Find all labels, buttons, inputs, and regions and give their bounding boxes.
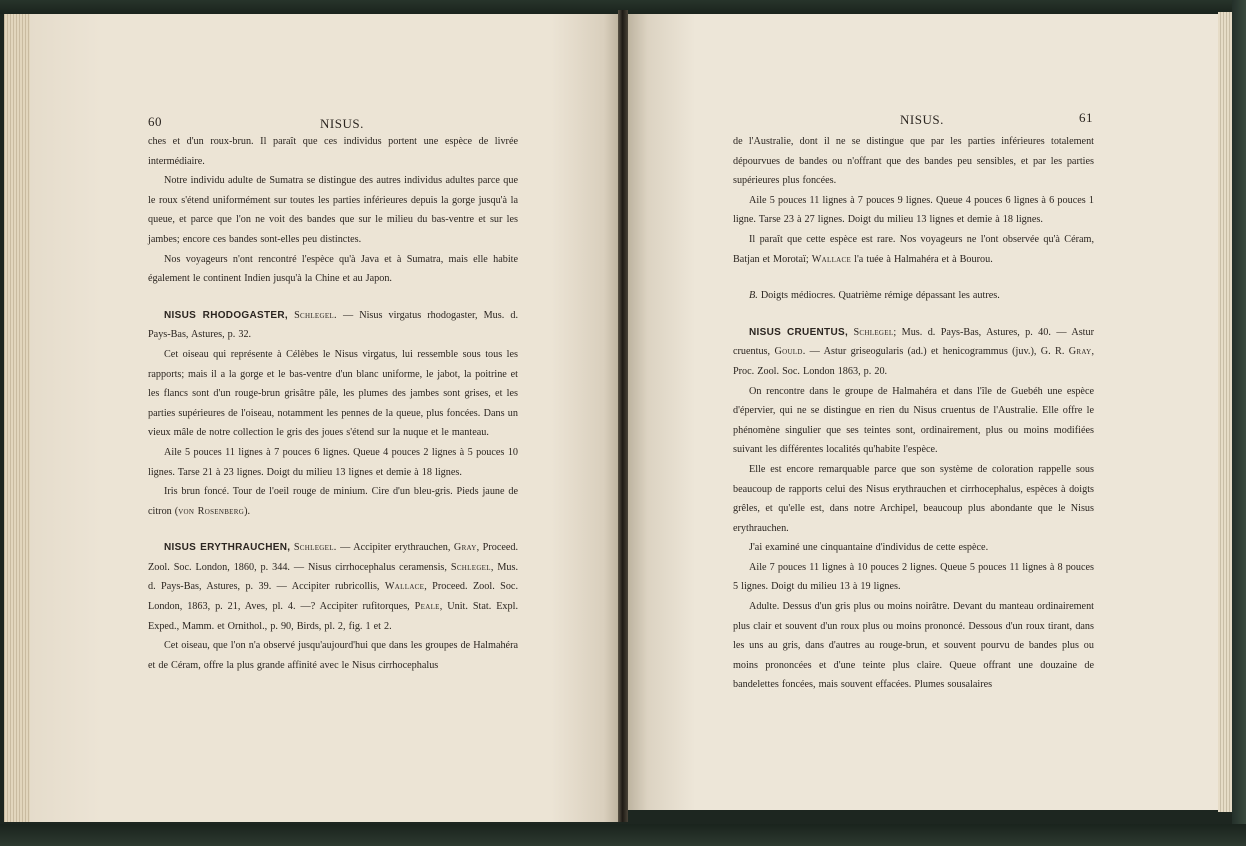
author-name: Peale — [414, 601, 440, 613]
author-name: Schlegel — [853, 326, 894, 338]
left-page-text — [148, 132, 518, 675]
book-cover-bottom — [0, 824, 1246, 846]
text-segment: . — Astur griseogularis (ad.) et henicogrammus (juv.), G. R. — [802, 346, 1069, 358]
paragraph: Notre individu adulte de Sumatra se distingue des autres individus adultes parce que le roux s'étend uniformément sur toutes les parties inférieures depuis la gorge jusqu'à la queue, et parce que l'on ne voit des bandes que sur le milieu du bas-ventre et sur les jambes; encore ces bandes sont-elles peu distinctes. — [148, 175, 518, 245]
paragraph: de l'Australie, dont il ne se distingue que par les parties inférieures totalement dépourvues de bandes ou n'offrant que des bandes peu sensibles, et par les parties supérieures plus foncées. — [733, 136, 1094, 187]
species-entry-cruentus — [733, 323, 1094, 382]
text-segment: Iris brun foncé. Tour de l'oeil rouge de minium. Cire d'un bleu-gris. Pieds jaune de citron ( — [148, 486, 518, 517]
author-name: Gould — [774, 346, 803, 358]
text-segment: , Unit. Stat. Expl. Exped., Mamm. et Ornithol., p. 90, Birds, pl. 2, fig. 1 et 2. — [148, 601, 518, 632]
page-number: 61 — [1079, 110, 1093, 125]
paragraph: Aile 7 pouces 11 lignes à 10 pouces 2 lignes. Queue 5 pouces 11 lignes à 8 pouces 5 lignes. Doigt du milieu 13 à 19 lignes. — [733, 561, 1094, 593]
paragraph — [733, 230, 1094, 269]
species-name: NISUS RHODOGASTER, — [164, 309, 288, 321]
text-segment: Il paraît que cette espèce est rare. Nos voyageurs ne l'ont observée qu'à Céram, Batjan et Morotaï; — [733, 233, 1094, 265]
author-name: Gray — [453, 542, 477, 554]
paragraph: Elle est encore remarquable parce que son système de coloration rappelle sous beaucoup de rapports celui des Nisus erythrauchen et cirrhocephalus, espèces à doigts grêles, et qu'elle est, dans notre Archipel, beaucoup plus abondante que le Nisus erythrauchen. — [733, 463, 1094, 534]
text-segment: — Accipiter erythrauchen, — [336, 542, 454, 554]
paragraph: ches et d'un roux-brun. Il paraît que ces individus portent une espèce de livrée intermédiaire. — [148, 136, 518, 167]
right-page-text — [733, 132, 1094, 695]
text-segment: , Mus. d. Pays-Bas, Astures, p. 39. — Accipiter rubricollis, — [148, 561, 518, 593]
paragraph: Cet oiseau qui représente à Célèbes le Nisus virgatus, lui ressemble sous tous les rapports; mais il a la gorge et le bas-ventre d'un blanc uniforme, le jabot, la poitrine et les flancs sont d'un rouge-brun grisâtre pâle, les plumes des jambes sont grises, et les parties supérieures de l'oiseau, notamment les pennes de la queue, plus foncées. Dans un vieux mâle de notre collection le gris des joues s'étend sur la nuque et le manteau. — [148, 348, 518, 439]
running-title: NISUS. — [320, 116, 364, 131]
species-entry-erythrauchen — [148, 538, 518, 636]
text-segment: l'a tuée à Halmahéra et à Bourou. — [851, 253, 993, 265]
paragraph: Adulte. Dessus d'un gris plus ou moins noirâtre. Devant du manteau ordinairement plus clair et souvent d'un roux plus ou moins prononcé. Dessous d'un roux tirant, dans les uns au gris, dans d'autres au rouge-brun, et souvent pourvu de bandes plus ou moins prononcées et d'une teinte plus claire. Queue offrant une douzaine de bandelettes foncées, mais souvent effacées. Plumes sousalaires — [733, 601, 1094, 691]
section-heading-b — [733, 286, 1094, 306]
species-entry-rhodogaster — [148, 306, 518, 345]
text-segment: , Proc. Zool. Soc. London 1863, p. 20. — [733, 346, 1094, 377]
book-gutter — [618, 10, 628, 822]
paragraph — [148, 482, 518, 521]
author-name: Schlegel — [450, 561, 491, 573]
page-number: 60 — [148, 114, 162, 129]
paragraph: Cet oiseau, que l'on n'a observé jusqu'aujourd'hui que dans les groupes de Halmahéra et de Céram, offre la plus grande affinité avec le Nisus cirrhocephalus — [148, 640, 518, 671]
text-segment: ). — [244, 505, 251, 517]
author-name: Wallace — [811, 253, 852, 265]
section-letter: B. — [749, 290, 758, 302]
paragraph: Aile 5 pouces 11 lignes à 7 pouces 9 lignes. Queue 4 pouces 6 lignes à 6 pouces 1 ligne. Tarse 23 à 27 lignes. Doigt du milieu 13 lignes et demie à 18 lignes. — [733, 194, 1094, 226]
author-name: Schlegel. — [293, 542, 337, 554]
author-name: Schlegel. — [294, 309, 337, 321]
text-segment: ; Mus. d. Pays-Bas, Astures, p. 40. — Astur cruentus, — [733, 326, 1094, 358]
paragraph: J'ai examiné une cinquantaine d'individus de cette espèce. — [749, 542, 989, 554]
paragraph: On rencontre dans le groupe de Halmahéra et dans l'île de Guebéh une espèce d'épervier, qui ne se distingue en rien du Nisus cruentus de l'Australie. Elle offre le phénomène singulier que ses teintes sont, ordinairement, plus ou moins modifiées suivant les différentes localités qu'habite l'espèce. — [733, 385, 1094, 456]
text-segment: Doigts médiocres. Quatrième rémige dépassant les autres. — [757, 290, 1000, 302]
species-name: NISUS ERYTHRAUCHEN, — [164, 542, 291, 554]
paragraph: Aile 5 pouces 11 lignes à 7 pouces 6 lignes. Queue 4 pouces 2 lignes à 5 pouces 10 lignes. Tarse 21 à 23 lignes. Doigt du milieu 13 lignes et demie à 18 lignes. — [148, 446, 518, 478]
running-title: NISUS. — [900, 112, 944, 127]
book-cover-right — [1232, 0, 1246, 846]
synonymy: — Nisus virgatus rhodogaster, Mus. d. Pays-Bas, Astures, p. 32. — [148, 309, 518, 341]
text-segment: , Proceed. Zool. Soc. London, 1863, p. 21, Aves, pl. 4. —? Accipiter rufitorques, — [148, 581, 518, 613]
text-segment: , Proceed. Zool. Soc. London, 1860, p. 344. — Nisus cirrhocephalus ceramensis, — [148, 542, 519, 573]
author-name: Wallace — [384, 581, 425, 593]
species-name: NISUS CRUENTUS, — [749, 326, 849, 338]
author-name: von Rosenberg — [178, 505, 245, 517]
page-edges-right — [1218, 12, 1232, 812]
author-name: Gray — [1068, 346, 1092, 358]
paragraph: Nos voyageurs n'ont rencontré l'espèce qu'à Java et à Sumatra, mais elle habite également le continent Indien jusqu'à la Chine et au Japon. — [148, 253, 518, 285]
